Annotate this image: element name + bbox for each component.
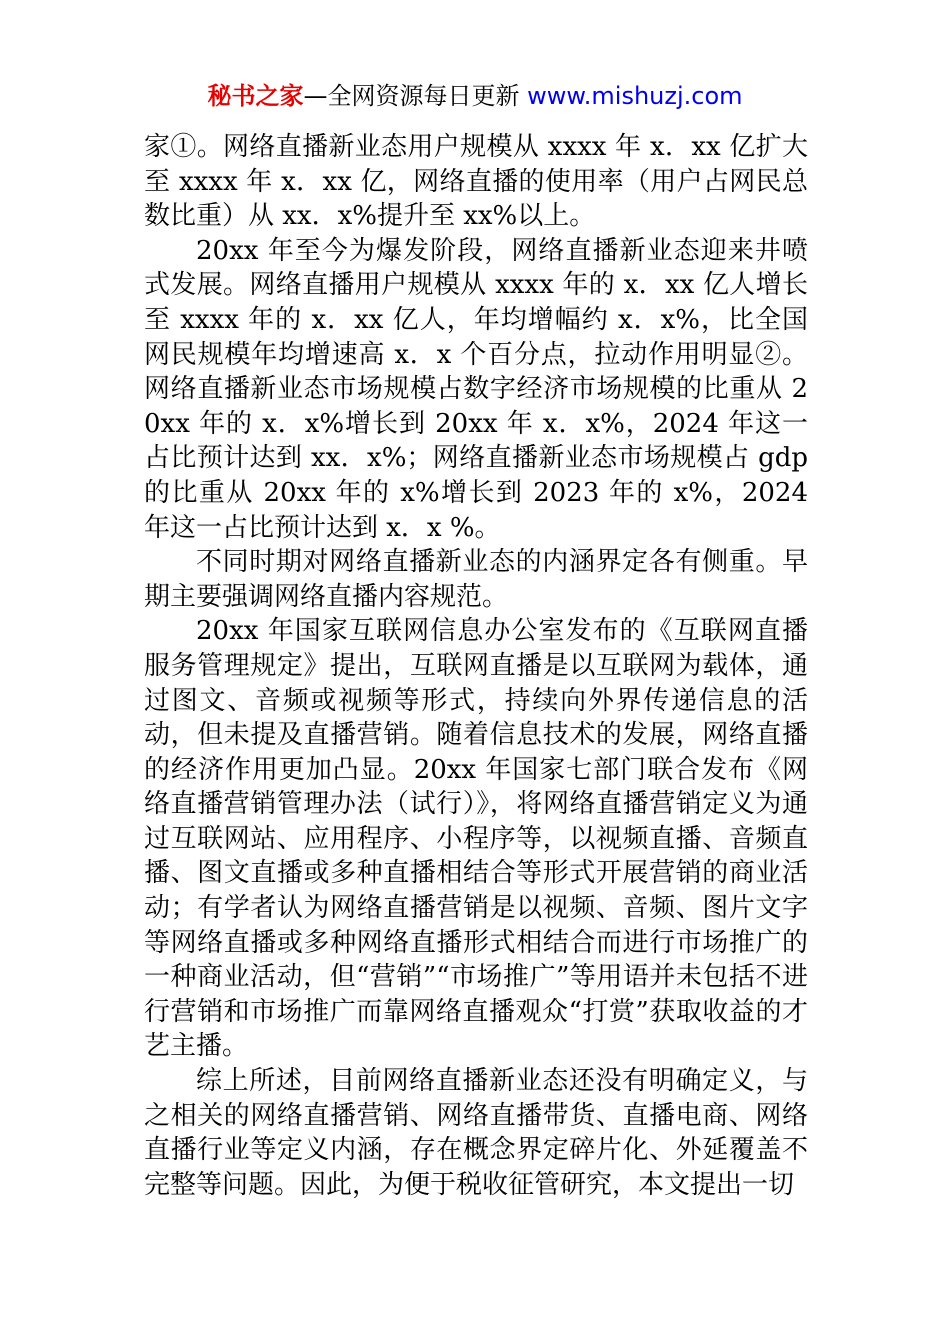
paragraph-explosion-stage: 20xx 年至今为爆发阶段，网络直播新业态迎来井喷式发展。网络直播用户规模从 xxxx 年的 x．xx 亿人增长至 xxxx 年的 x．xx 亿人，年均增幅约 x．x%，比全国网民规模年均增速高 x．x 个百分点，拉动作用明显②。网络直播新业态市场规模占数字经济市场规模的比重从 20xx 年的 x．x%增长到 20xx 年 x．x%，2024 年这一占比预计达到 xx．x%；网络直播新业态市场规模占 gdp 的比重从 20xx 年的 x%增长到 2023 年的 x%，2024 年这一占比预计达到 x．x %。 [144, 235, 808, 543]
paragraph-definition-intro: 不同时期对网络直播新业态的内涵界定各有侧重。早期主要强调网络直播内容规范。 [144, 547, 808, 612]
paragraph-summary: 综上所述，目前网络直播新业态还没有明确定义，与之相关的网络直播营销、网络直播带货、直播电商、网络直播行业等定义内涵，存在概念界定碎片化、外延覆盖不完整等问题。因此，为便于税收征管研究，本文提出一切 [144, 1066, 808, 1200]
paragraph-continuation: 家①。网络直播新业态用户规模从 xxxx 年 x．xx 亿扩大至 xxxx 年 x．xx 亿，网络直播的使用率（用户占网民总数比重）从 xx．x%提升至 xx%以上。 [144, 132, 808, 232]
site-url-link[interactable]: www.mishuzj.com [527, 82, 743, 110]
paragraph-regulations: 20xx 年国家互联网信息办公室发布的《互联网直播服务管理规定》提出，互联网直播是以互联网为载体，通过图文、音频或视频等形式，持续向外界传递信息的活动，但未提及直播营销。随着信息技术的发展，网络直播的经济作用更加凸显。20xx 年国家七部门联合发布《网络直播营销管理办法（试行）》，将网络直播营销定义为通过互联网站、应用程序、小程序等，以视频直播、音频直播、图文直播或多种直播相结合等形式开展营销的商业活动；有学者认为网络直播营销是以视频、音频、图片文字等网络直播或多种网络直播形式相结合而进行市场推广的一种商业活动，但“营销”“市场推广”等用语并未包括不进行营销和市场推广而靠网络直播观众“打赏”获取收益的才艺主播。 [144, 616, 808, 1062]
site-brand: 秘书之家 [207, 82, 304, 110]
site-tagline: —全网资源每日更新 [303, 82, 528, 110]
document-body [144, 130, 808, 1202]
page-header [0, 80, 950, 112]
